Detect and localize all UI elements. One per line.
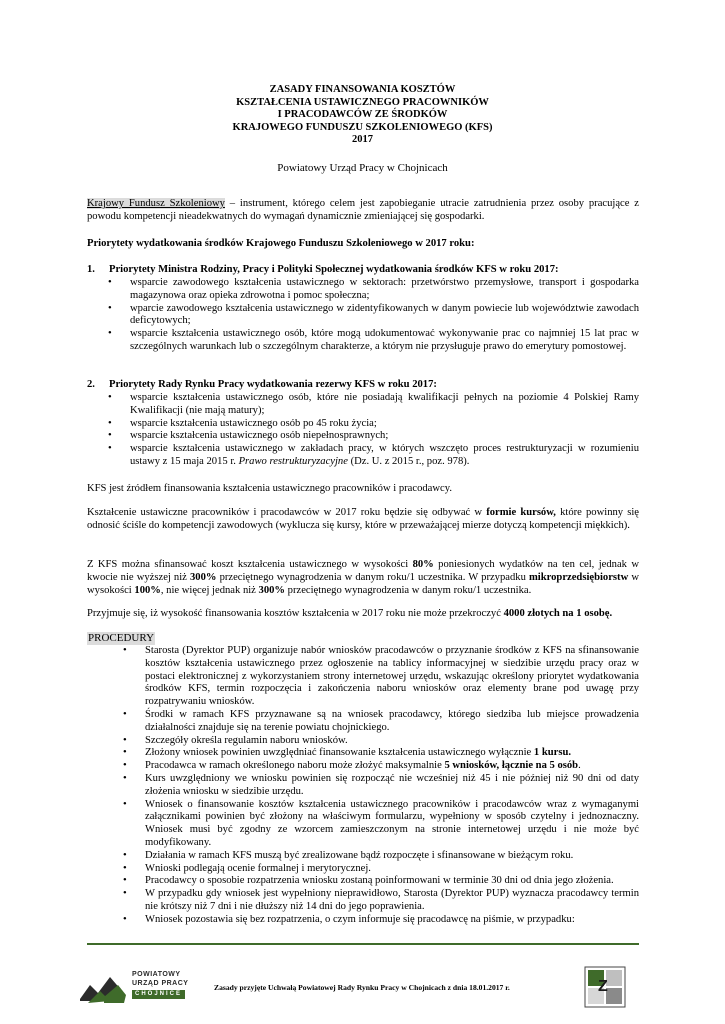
document-title	[0, 84, 725, 147]
kfs-logo-letter: Z	[598, 978, 608, 995]
kfs-term: Krajowy Fundusz Szkoleniowy	[87, 198, 225, 209]
kfs-source-paragraph: KFS jest źródłem finansowania kształcenia ustawicznego pracowników i pracodawcy.	[87, 483, 452, 494]
list-item: • wsparcie kształcenia ustawicznego osób po 45 roku życia;	[108, 417, 377, 429]
section-number: 2.	[87, 379, 95, 390]
bullet-icon: •	[108, 392, 112, 403]
list-item: • Kurs uwzględniony we wniosku powinien się rozpocząć nie wcześniej niż 45 i nie później niż 90 dni od daty złożenia wniosku w siedzibie urzędu.	[123, 772, 639, 797]
bullet-icon: •	[123, 798, 127, 810]
list-item: • W przypadku gdy wniosek jest wypełniony nieprawidłowo, Starosta (Dyrektor PUP) wyznacza pracodawcy termin nie krótszy niż 7 dni i nie dłuższy niż 14 dni do jego poprawienia.	[123, 888, 639, 912]
bullet-icon: •	[123, 862, 127, 874]
bullet-icon: •	[123, 708, 127, 720]
list-item: • wsparcie kształcenia ustawicznego w zakładach pracy, w których wszczęto proces restrukturyzacji w rozumieniu ustawy z 15 maja 2015 r. Prawo restrukturyzacyjne (Dz. U. z 2015 r., poz. 978).	[108, 443, 639, 467]
bullet-icon: •	[108, 443, 112, 455]
list-item: • Starosta (Dyrektor PUP) organizuje nabór wniosków pracodawców o przyznanie środków z KFS na sfinansowanie kosztów kształcenia ustawicznego przez ogłoszenie na tablicy informacyjnej w siedzibie urzędu pracy oraz w postaci elektronicznej z wykorzystaniem strony internetowej urzędu, wskazując określony priorytet wydatkowania środków KFS, termin rozpoczęcia i zakończenia naboru wniosków oraz elementy brane pod uwagę przy rozpatrywaniu wniosków.	[123, 645, 639, 708]
bullet-icon: •	[123, 760, 127, 772]
priorities-heading: Priorytety wydatkowania środków Krajowego Funduszu Szkoleniowego w 2017 roku:	[87, 238, 475, 249]
bullet-icon: •	[108, 277, 112, 288]
bullet-icon: •	[123, 888, 127, 900]
list-item: • Wniosek o finansowanie kosztów kształcenia ustawicznego pracowników i pracodawców wraz z wymaganymi załącznikami powinien być złożony na właściwym formularzu, wypełniony w sposób czytelny i jednoznaczny. Wniosek musi być zgodny ze wzorcem zamieszczonym na stronie internetowej urzędu i nie może być modyfikowany.	[123, 798, 639, 848]
title-line: KSZTAŁCENIA USTAWICZNEGO PRACOWNIKÓW	[236, 96, 489, 108]
bullet-icon: •	[123, 747, 127, 759]
procedures-heading: PROCEDURY	[88, 632, 155, 644]
procedures-list	[123, 645, 639, 927]
section-2-heading	[87, 379, 647, 392]
section-number: 1.	[87, 264, 95, 275]
section-2-list	[108, 392, 639, 469]
forms-paragraph: Kształcenie ustawiczne pracowników i pracodawców w 2017 roku będzie się odbywać w formie kursów, które powinny się odnosić ściśle do kompetencji zawodowych (wykluczа się kursy, które w przeważającej mierze dotyczą kompetencji miękkich).	[87, 507, 639, 531]
section-heading-text: Priorytety Rady Rynku Pracy wydatkowania rezerwy KFS w roku 2017:	[109, 379, 437, 390]
list-item: • Środki w ramach KFS przyznawane są na wniosek pracodawcy, którego siedziba lub miejsce prowadzenia działalności znajduje się na terenie powiatu chojnickiego.	[123, 708, 639, 733]
list-item: • wsparcie zawodowego kształcenia ustawicznego w sektorach: przetwórstwo przemysłowe, transport i gospodarka magazynowa oraz opieka zdrowotna i pomoc społeczna;	[108, 277, 639, 301]
bullet-icon: •	[123, 913, 127, 925]
intro-text: – instrument, którego celem jest zapobieganie utracie zatrudnienia przez osoby pracujące z powodu kompetencji nieadekwatnych do wymagań dynamicznie zmieniającej się gospodarki.	[87, 198, 639, 222]
title-line: I PRACODAWCÓW ZE ŚRODKÓW	[277, 109, 448, 121]
section-1-list	[108, 277, 639, 354]
bullet-icon: •	[108, 302, 112, 314]
bullet-icon: •	[123, 849, 127, 861]
funding-paragraph: Z KFS można sfinansować koszt kształcenia ustawicznego w wysokości 80% poniesionych wydatków na ten cel, jednak w kwocie nie wyższej niż 300% przeciętnego wynagrodzenia w danym roku/1 uczestnika. W przypadku mikroprzedsiębiorstw w wysokości 100%, nie więcej jednak niż 300% przeciętnego wynagrodzenia w danym roku/1 uczestnika.	[87, 559, 639, 596]
list-item: • Działania w ramach KFS muszą być zrealizowane bądź rozpoczęte i sfinansowane w bieżącym roku.	[123, 849, 574, 861]
bullet-icon: •	[123, 734, 127, 746]
list-item: • Wniosek pozostawia się bez rozpatrzenia, o czym informuje się pracodawcę na piśmie, w przypadku:	[123, 913, 575, 925]
section-1-heading	[87, 264, 647, 277]
footer-divider	[87, 943, 639, 945]
assume-paragraph: Przyjmuje się, iż wysokość finansowania kosztów kształcenia w 2017 roku nie może przekroczyć 4000 złotych na 1 osobę.	[87, 608, 613, 619]
kfs-logo	[584, 966, 626, 1008]
title-line: ZASADY FINANSOWANIA KOSZTÓW	[269, 84, 456, 95]
list-item: • Wnioski podlegają ocenie formalnej i merytorycznej.	[123, 862, 371, 874]
act-name: Prawo restrukturyzacyjne	[238, 455, 348, 467]
section-heading-text: Priorytety Ministra Rodziny, Pracy i Polityki Społecznej wydatkowania środków KFS w roku 2017:	[109, 264, 559, 275]
list-item: • Szczegóły określa regulamin naboru wniosków.	[123, 734, 348, 746]
office-name: Powiatowy Urząd Pracy w Chojnicach	[277, 162, 448, 174]
list-item: • wsparcie kształcenia ustawicznego osób, które nie posiadają kwalifikacji pełnych na poziomie 4 Polskiej Ramy Kwalifikacji (nie mają matury);	[108, 392, 639, 416]
footer-note: Zasady przyjęte Uchwałą Powiatowej Rady Rynku Pracy w Chojnicach z dnia 18.01.2017 r.	[214, 983, 510, 992]
logo-line: POWIATOWY	[132, 971, 181, 978]
list-item: • Pracodawcy o sposobie rozpatrzenia wniosku zostaną poinformowani w terminie 30 dni od dnia jego złożenia.	[123, 875, 614, 887]
bullet-icon: •	[108, 328, 112, 340]
list-item: • Pracodawca w ramach określonego naboru może złożyć maksymalnie 5 wniosków, łącznie na 5 osób.	[123, 760, 581, 772]
title-line: 2017	[352, 134, 373, 146]
list-item: • wsparcie kształcenia ustawicznego osób niepełnosprawnych;	[108, 430, 389, 442]
list-item: • wsparcie kształcenia ustawicznego osób, które mogą udokumentować wykonywanie prac co najmniej 15 lat prac w szczególnych warunkach lub o szczególnym charakterze, a którym nie przysługuje prawo do emerytury pomostowej.	[108, 328, 639, 352]
bullet-icon: •	[123, 645, 127, 656]
bullet-icon: •	[108, 417, 112, 429]
bullet-icon: •	[123, 875, 127, 887]
pup-logo	[80, 967, 210, 1007]
list-item: • wparcie zawodowego kształcenia ustawicznego w zidentyfikowanych w danym powiecie lub województwie zawodach deficytowych;	[108, 302, 639, 327]
bullet-icon: •	[123, 772, 127, 784]
bullet-icon: •	[108, 430, 112, 442]
logo-line: URZĄD PRACY	[132, 980, 189, 987]
list-item: • Złożony wniosek powinien uwzględniać finansowanie kształcenia ustawicznego wyłącznie 1 kursu.	[123, 747, 571, 759]
title-line: KRAJOWEGO FUNDUSZU SZKOLENIOWEGO (KFS)	[232, 121, 493, 133]
intro-paragraph	[87, 198, 639, 224]
logo-line: CHOJNICE	[132, 990, 185, 999]
